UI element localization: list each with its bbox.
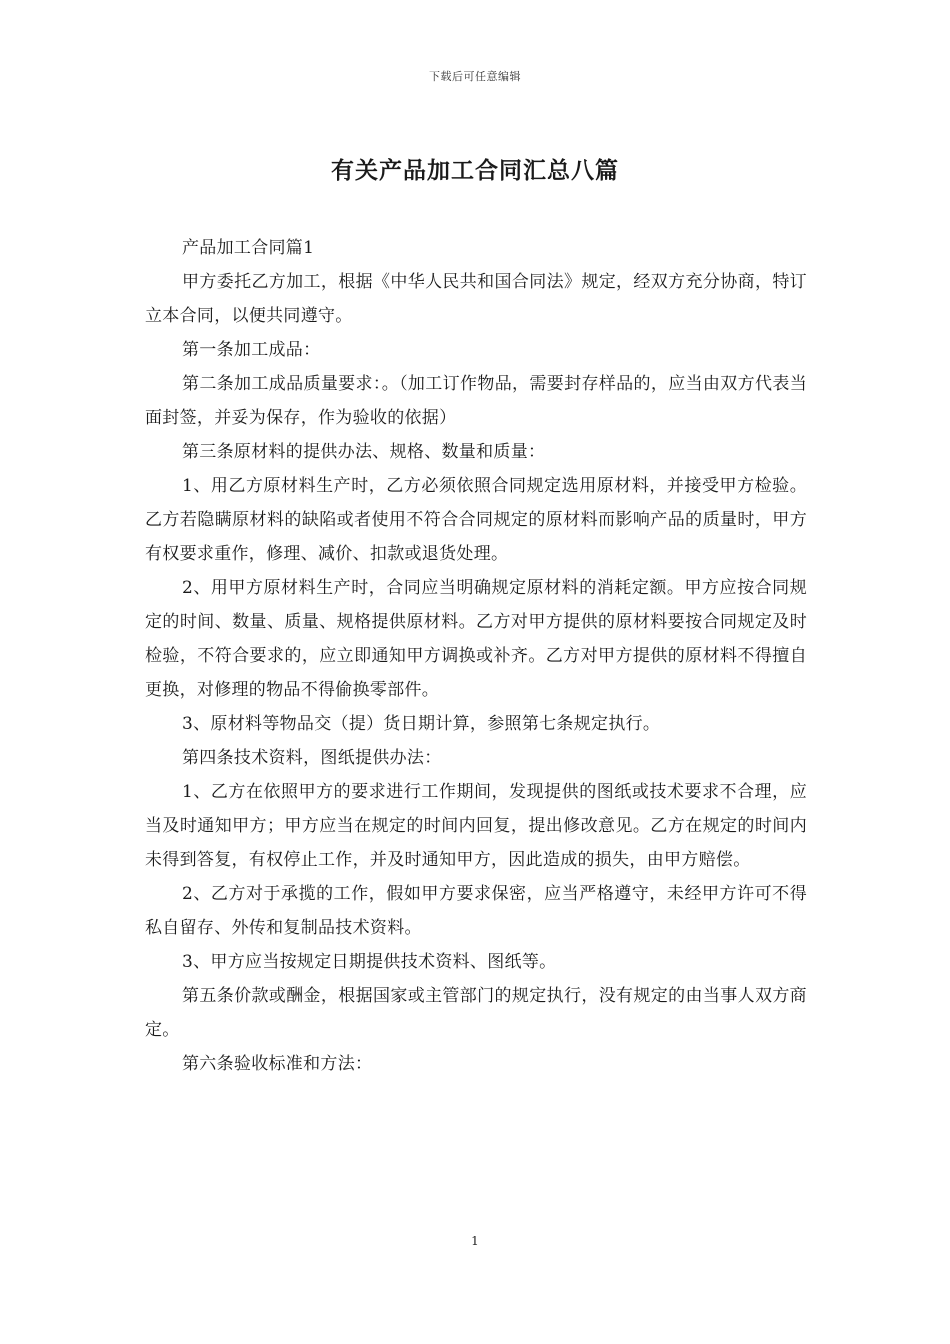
article-heading: 第三条原材料的提供办法、规格、数量和质量： (182, 442, 546, 462)
paragraph: 2、乙方对于承揽的工作，假如甲方要求保密，应当严格遵守，未经甲方许可不得私自留存、外传和复制品技术资料。 (145, 884, 807, 938)
article-heading: 第四条技术资料，图纸提供办法： (182, 748, 442, 768)
paragraph: 1、乙方在依照甲方的要求进行工作期间，发现提供的图纸或技术要求不合理，应当及时通知甲方；甲方应当在规定的时间内回复，提出修改意见。乙方在规定的时间内未得到答复，有权停止工作，并及时通知甲方，因此造成的损失，由甲方赔偿。 (145, 782, 807, 870)
paragraph: 3、甲方应当按规定日期提供技术资料、图纸等。 (182, 952, 557, 972)
page-number: 1 (471, 1234, 479, 1248)
paragraph: 3、原材料等物品交（提）货日期计算，参照第七条规定执行。 (182, 714, 661, 734)
paragraph: 甲方委托乙方加工，根据《中华人民共和国合同法》规定，经双方充分协商，特订立本合同，以便共同遵守。 (145, 272, 807, 326)
section-heading: 产品加工合同篇1 (182, 238, 315, 258)
paragraph: 2、用甲方原材料生产时，合同应当明确规定原材料的消耗定额。甲方应按合同规定的时间、数量、质量、规格提供原材料。乙方对甲方提供的原材料要按合同规定及时检验，不符合要求的，应立即通知甲方调换或补齐。乙方对甲方提供的原材料不得擅自更换，对修理的物品不得偷换零部件。 (145, 578, 807, 700)
document-body (145, 231, 807, 1081)
article-heading: 第一条加工成品： (182, 340, 321, 360)
article-heading: 第六条验收标准和方法： (182, 1054, 373, 1074)
document-title: 有关产品加工合同汇总八篇 (331, 157, 619, 184)
header-note: 下载后可任意编辑 (429, 70, 521, 83)
paragraph: 第二条加工成品质量要求：。（加工订作物品，需要封存样品的，应当由双方代表当面封签，并妥为保存，作为验收的依据） (145, 374, 807, 428)
paragraph: 第五条价款或酬金，根据国家或主管部门的规定执行，没有规定的由当事人双方商定。 (145, 986, 807, 1040)
paragraph: 1、用乙方原材料生产时，乙方必须依照合同规定选用原材料，并接受甲方检验。乙方若隐瞒原材料的缺陷或者使用不符合合同规定的原材料而影响产品的质量时，甲方有权要求重作，修理、减价、扣款或退货处理。 (145, 476, 807, 564)
